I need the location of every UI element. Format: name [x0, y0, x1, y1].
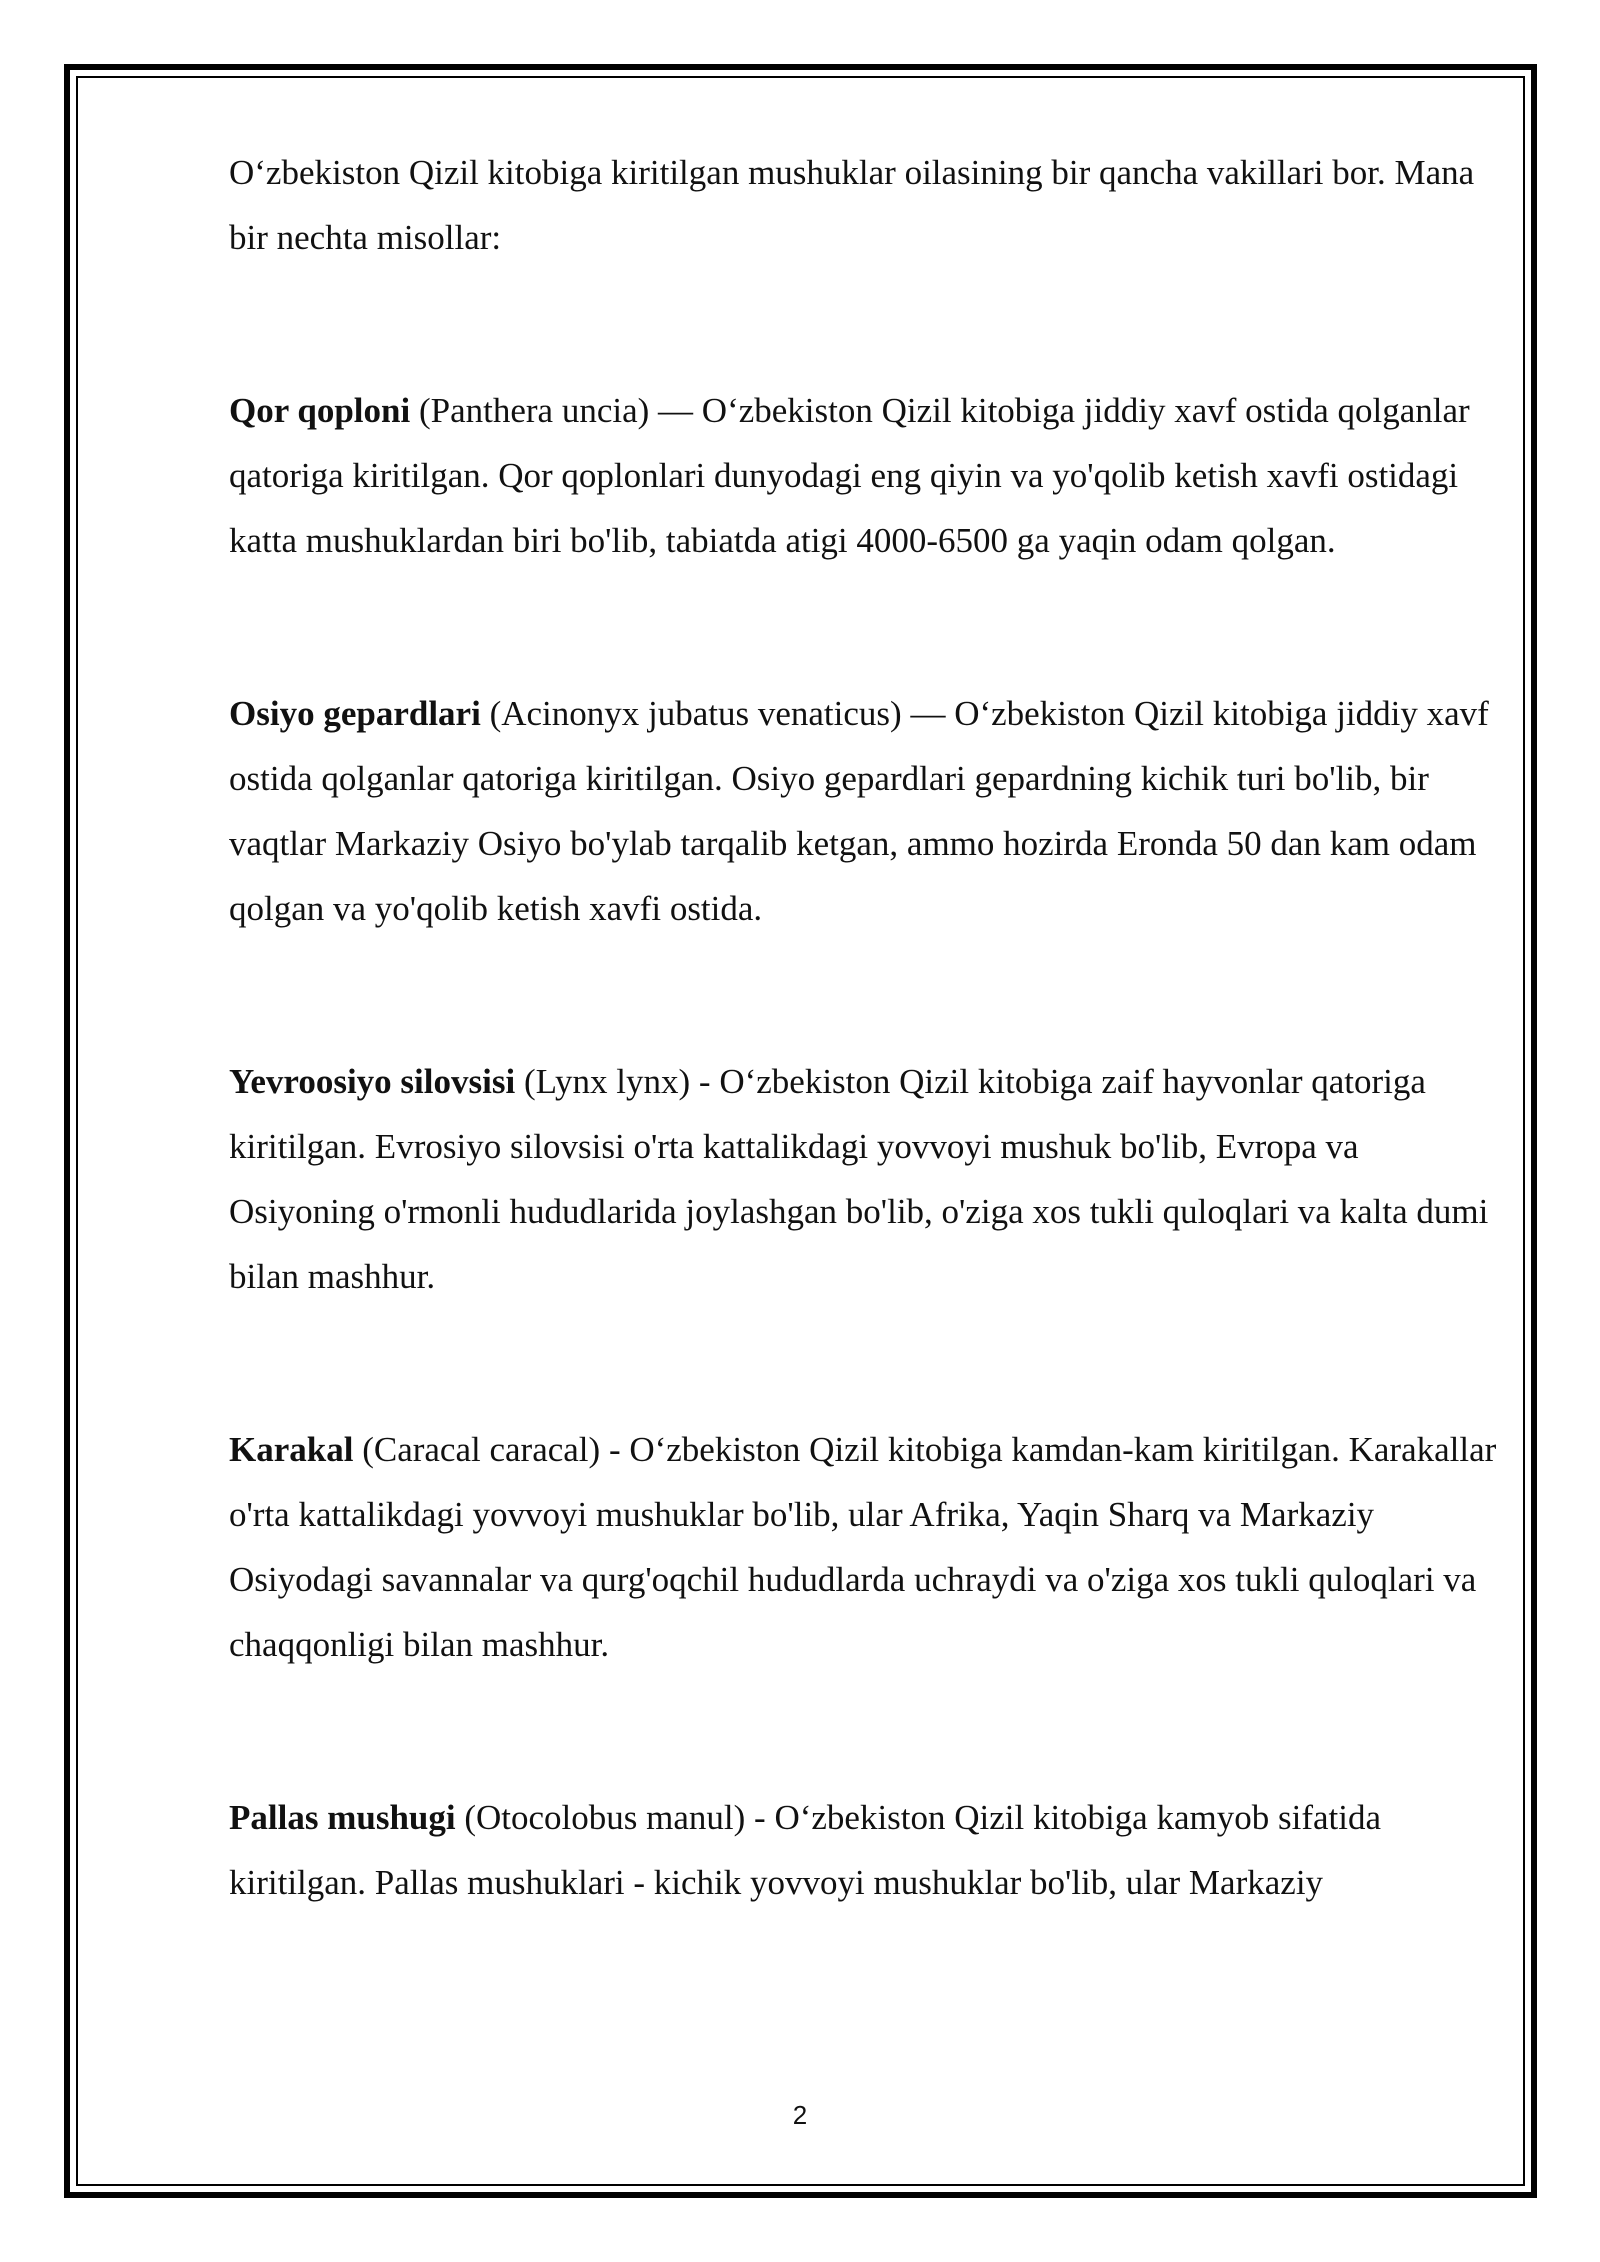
document-body [229, 140, 1499, 2023]
entry-name: Karakal [229, 1430, 354, 1469]
entry-pallas-cat [229, 1785, 1499, 1915]
entry-asiatic-cheetah [229, 681, 1499, 941]
entry-name: Osiyo gepardlari [229, 694, 481, 733]
entry-name: Qor qoploni [229, 391, 411, 430]
entry-latin: (Lynx lynx) [523, 1062, 691, 1101]
entry-latin: (Caracal caracal) [362, 1430, 601, 1469]
entry-text: — O‘zbekiston Qizil kitobiga jiddiy xavf ostida qolganlar qatoriga kiritilgan. Osiyo gepardlari gepardning kichik turi bo'lib, bir vaqtlar Markaziy Osiyo bo'ylab tarqalib ketgan, ammo hozirda Eronda 50 dan kam odam qolgan va yo'qolib ketish xavfi ostida. [229, 694, 1489, 928]
intro-paragraph: O‘zbekiston Qizil kitobiga kiritilgan mushuklar oilasining bir qancha vakillari bor. Mana bir nechta misollar: [229, 153, 1475, 257]
entry-name: Yevroosiyo silovsisi [229, 1062, 516, 1101]
page-number: 2 [792, 2100, 808, 2130]
entry-text: - O‘zbekiston Qizil kitobiga kamdan-kam kiritilgan. Karakallar o'rta kattalikdagi yovvoyi mushuklar bo'lib, ular Afrika, Yaqin Sharq va Markaziy Osiyodagi savannalar va qurg'oqchil hududlarda uchraydi va o'ziga xos tukli quloqlari va chaqqonligi bilan mashhur. [229, 1430, 1497, 1664]
entry-eurasian-lynx [229, 1049, 1499, 1309]
entry-latin: (Acinonyx jubatus venaticus) [489, 694, 902, 733]
entry-latin: (Otocolobus manul) [464, 1798, 746, 1837]
entry-name: Pallas mushugi [229, 1798, 456, 1837]
entry-text: - O‘zbekiston Qizil kitobiga zaif hayvonlar qatoriga kiritilgan. Evrosiyo silovsisi o'rta kattalikdagi yovvoyi mushuk bo'lib, Evropa va Osiyoning o'rmonli hududlarida joylashgan bo'lib, o'ziga xos tukli quloqlari va kalta dumi bilan mashhur. [229, 1062, 1489, 1296]
entry-snow-leopard [229, 378, 1499, 573]
entry-latin: (Panthera uncia) [418, 391, 650, 430]
entry-text: — O‘zbekiston Qizil kitobiga jiddiy xavf ostida qolganlar qatoriga kiritilgan. Qor qoplonlari dunyodagi eng qiyin va yo'qolib ketish xavfi ostidagi katta mushuklardan biri bo'lib, tabiatda atigi 4000-6500 ga yaqin odam qolgan. [229, 391, 1470, 560]
entry-caracal [229, 1417, 1499, 1677]
entry-text: - O‘zbekiston Qizil kitobiga kamyob sifatida kiritilgan. Pallas mushuklari - kichik yovvoyi mushuklar bo'lib, ular Markaziy [229, 1798, 1381, 1902]
